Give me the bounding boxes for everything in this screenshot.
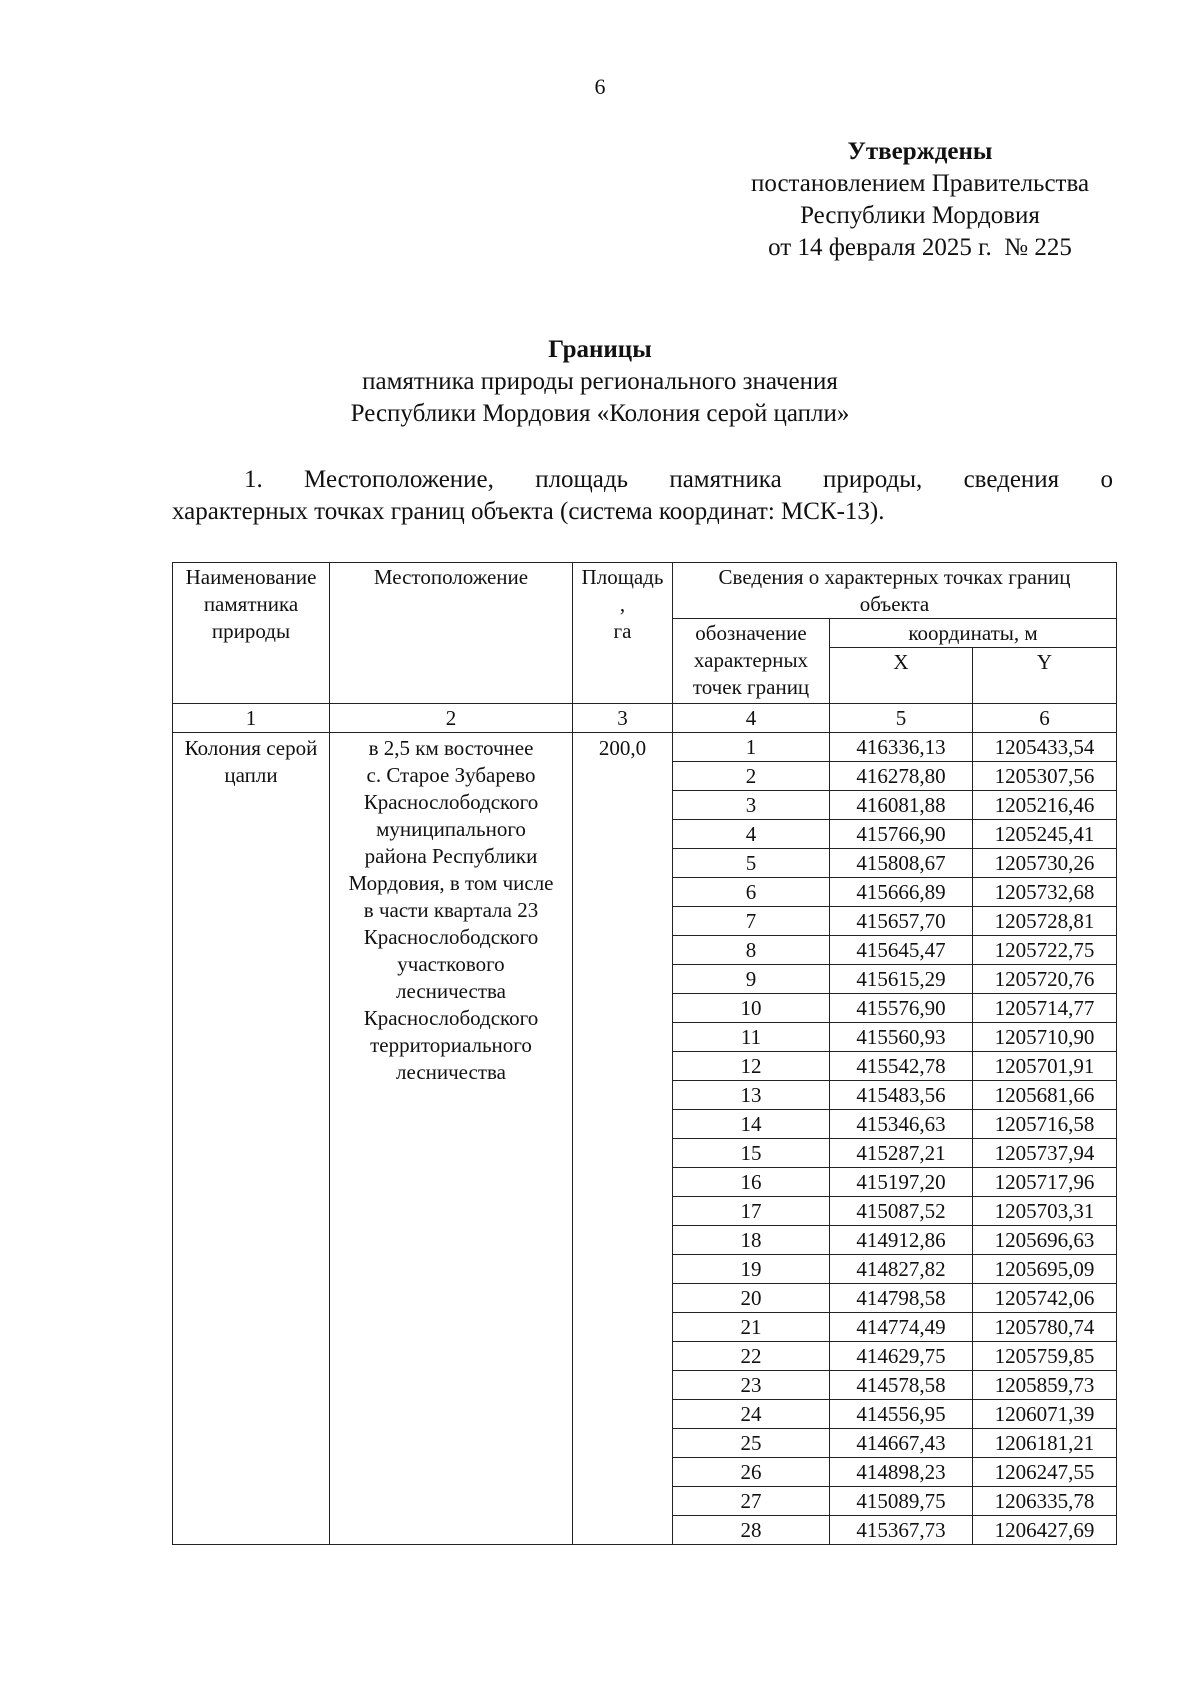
area-cell: 200,0: [573, 733, 673, 1545]
header-x: X: [830, 648, 973, 704]
header-line: га: [613, 619, 632, 643]
header-y: Y: [973, 648, 1117, 704]
header-line: Сведения о характерных точках границ: [718, 565, 1071, 589]
location-line: муниципального: [376, 817, 526, 841]
point-number-cell: 25: [673, 1429, 830, 1458]
header-line: точек границ: [692, 675, 810, 699]
point-number-cell: 1: [673, 733, 830, 762]
point-number-cell: 11: [673, 1023, 830, 1052]
point-number-cell: 2: [673, 762, 830, 791]
coordinate-x-cell: 415766,90: [830, 820, 973, 849]
header-location: Местоположение: [330, 563, 573, 704]
coordinate-y-cell: 1205307,56: [973, 762, 1117, 791]
approval-date-line: от 14 февраля 2025 г. № 225: [768, 234, 1072, 261]
location-cell: [330, 733, 573, 1545]
column-number-cell: 1: [173, 704, 330, 733]
point-number-cell: 7: [673, 907, 830, 936]
header-line: Площадь: [581, 565, 664, 589]
point-number-cell: 17: [673, 1197, 830, 1226]
point-number-cell: 18: [673, 1226, 830, 1255]
point-number-cell: 8: [673, 936, 830, 965]
coordinate-x-cell: 415615,29: [830, 965, 973, 994]
coordinate-x-cell: 414912,86: [830, 1226, 973, 1255]
coordinate-x-cell: 415645,47: [830, 936, 973, 965]
coordinate-x-cell: 414774,49: [830, 1313, 973, 1342]
coordinate-x-cell: 415087,52: [830, 1197, 973, 1226]
header-name: [173, 563, 330, 704]
object-name-line: Колония серой: [184, 736, 318, 760]
coordinate-y-cell: 1205714,77: [973, 994, 1117, 1023]
coordinate-y-cell: 1205728,81: [973, 907, 1117, 936]
location-line: территориального: [370, 1033, 532, 1057]
approval-line: постановлением Правительства: [750, 170, 1090, 197]
coordinate-x-cell: 414667,43: [830, 1429, 973, 1458]
object-name-cell: [173, 733, 330, 1545]
point-number-cell: 4: [673, 820, 830, 849]
coordinate-y-cell: 1205720,76: [973, 965, 1117, 994]
coordinate-x-cell: 416278,80: [830, 762, 973, 791]
header-coordinates: координаты, м: [830, 619, 1117, 648]
document-subtitle: Республики Мордовия «Колония серой цапли»: [350, 400, 850, 427]
coordinate-x-cell: 414578,58: [830, 1371, 973, 1400]
location-line: Краснослободского: [363, 925, 539, 949]
header-line: природы: [211, 619, 291, 643]
paragraph-line: [172, 464, 1113, 496]
location-line: Мордовия, в том числе: [348, 871, 554, 895]
coordinate-y-cell: 1205722,75: [973, 936, 1117, 965]
column-number-cell: 4: [673, 704, 830, 733]
location-line: в части квартала 23: [363, 898, 539, 922]
point-number-cell: 26: [673, 1458, 830, 1487]
coordinate-y-cell: 1205717,96: [973, 1168, 1117, 1197]
point-number-cell: 21: [673, 1313, 830, 1342]
coordinate-x-cell: 415666,89: [830, 878, 973, 907]
header-line: обозначение: [695, 621, 807, 645]
coordinate-y-cell: 1205696,63: [973, 1226, 1117, 1255]
paragraph-word: 1.: [244, 466, 263, 493]
object-name-line: цапли: [224, 763, 278, 787]
point-number-cell: 5: [673, 849, 830, 878]
table-row: [173, 733, 1117, 762]
coordinate-y-cell: 1205730,26: [973, 849, 1117, 878]
coordinate-y-cell: 1205716,58: [973, 1110, 1117, 1139]
paragraph-word: площадь: [535, 466, 629, 493]
column-number-cell: 2: [330, 704, 573, 733]
header-points-group: [673, 563, 1117, 619]
point-number-cell: 22: [673, 1342, 830, 1371]
coordinate-x-cell: 415483,56: [830, 1081, 973, 1110]
approval-title: Утверждены: [847, 138, 993, 165]
coordinate-x-cell: 416081,88: [830, 791, 973, 820]
coordinate-x-cell: 414898,23: [830, 1458, 973, 1487]
paragraph-line: характерных точках границ объекта (система координат: МСК-13).: [172, 498, 885, 525]
paragraph-word: природы,: [822, 466, 923, 493]
coordinate-y-cell: 1205710,90: [973, 1023, 1117, 1052]
boundaries-table: [172, 562, 1117, 1545]
coordinate-y-cell: 1205759,85: [973, 1342, 1117, 1371]
point-number-cell: 24: [673, 1400, 830, 1429]
coordinate-x-cell: 414798,58: [830, 1284, 973, 1313]
coordinate-y-cell: 1205216,46: [973, 791, 1117, 820]
coordinate-y-cell: 1206335,78: [973, 1487, 1117, 1516]
paragraph-word: Местоположение,: [304, 466, 494, 493]
coordinate-y-cell: 1205701,91: [973, 1052, 1117, 1081]
coordinate-x-cell: 415576,90: [830, 994, 973, 1023]
coordinate-x-cell: 415542,78: [830, 1052, 973, 1081]
header-area: [573, 563, 673, 704]
document-subtitle: памятника природы регионального значения: [362, 368, 838, 395]
coordinate-y-cell: 1205737,94: [973, 1139, 1117, 1168]
location-line: лесничества: [396, 979, 506, 1003]
location-line: Краснослободского: [363, 790, 539, 814]
location-line: участкового: [397, 952, 505, 976]
header-line: ,: [619, 592, 626, 616]
approval-line: Республики Мордовия: [800, 202, 1040, 229]
point-number-cell: 12: [673, 1052, 830, 1081]
point-number-cell: 6: [673, 878, 830, 907]
point-number-cell: 20: [673, 1284, 830, 1313]
coordinate-y-cell: 1206181,21: [973, 1429, 1117, 1458]
point-number-cell: 15: [673, 1139, 830, 1168]
coordinate-y-cell: 1206071,39: [973, 1400, 1117, 1429]
header-line: Наименование: [185, 565, 317, 589]
point-number-cell: 13: [673, 1081, 830, 1110]
coordinate-x-cell: 415560,93: [830, 1023, 973, 1052]
location-line: в 2,5 км восточнее: [368, 736, 534, 760]
coordinate-x-cell: 416336,13: [830, 733, 973, 762]
location-line: Краснослободского: [363, 1006, 539, 1030]
column-number-cell: 3: [573, 704, 673, 733]
coordinate-x-cell: 415287,21: [830, 1139, 973, 1168]
paragraph-word: памятника: [669, 466, 782, 493]
point-number-cell: 28: [673, 1516, 830, 1545]
coordinate-y-cell: 1205859,73: [973, 1371, 1117, 1400]
location-line: с. Старое Зубарево: [366, 763, 536, 787]
header-line: памятника: [203, 592, 299, 616]
coordinate-x-cell: 415346,63: [830, 1110, 973, 1139]
paragraph-word: о: [1100, 466, 1113, 493]
coordinate-x-cell: 414556,95: [830, 1400, 973, 1429]
column-numbers-row: [173, 704, 1117, 733]
coordinate-x-cell: 414629,75: [830, 1342, 973, 1371]
coordinate-y-cell: 1205703,31: [973, 1197, 1117, 1226]
coordinate-x-cell: 414827,82: [830, 1255, 973, 1284]
paragraph-word: сведения: [963, 466, 1060, 493]
point-number-cell: 10: [673, 994, 830, 1023]
point-number-cell: 16: [673, 1168, 830, 1197]
coordinate-y-cell: 1205433,54: [973, 733, 1117, 762]
document-title: Границы: [548, 336, 652, 363]
coordinate-y-cell: 1205695,09: [973, 1255, 1117, 1284]
column-number-cell: 5: [830, 704, 973, 733]
coordinate-y-cell: 1206247,55: [973, 1458, 1117, 1487]
coordinate-x-cell: 415197,20: [830, 1168, 973, 1197]
document-heading: [0, 334, 1200, 430]
coordinate-y-cell: 1205742,06: [973, 1284, 1117, 1313]
coordinate-y-cell: 1206427,69: [973, 1516, 1117, 1545]
coordinate-y-cell: 1205245,41: [973, 820, 1117, 849]
point-number-cell: 27: [673, 1487, 830, 1516]
location-line: района Республики: [364, 844, 538, 868]
header-line: характерных: [693, 648, 809, 672]
coordinate-y-cell: 1205681,66: [973, 1081, 1117, 1110]
header-point-designation: [673, 619, 830, 704]
coordinate-x-cell: 415808,67: [830, 849, 973, 878]
coordinate-x-cell: 415657,70: [830, 907, 973, 936]
page-number: 6: [594, 74, 606, 99]
location-line: лесничества: [396, 1060, 506, 1084]
point-number-cell: 19: [673, 1255, 830, 1284]
point-number-cell: 14: [673, 1110, 830, 1139]
point-number-cell: 9: [673, 965, 830, 994]
coordinate-x-cell: 415367,73: [830, 1516, 973, 1545]
coordinate-x-cell: 415089,75: [830, 1487, 973, 1516]
coordinate-y-cell: 1205732,68: [973, 878, 1117, 907]
point-number-cell: 23: [673, 1371, 830, 1400]
column-number-cell: 6: [973, 704, 1117, 733]
point-number-cell: 3: [673, 791, 830, 820]
header-line: объекта: [859, 592, 930, 616]
approval-block: [700, 136, 1140, 264]
section-paragraph: [172, 464, 1113, 528]
coordinate-y-cell: 1205780,74: [973, 1313, 1117, 1342]
